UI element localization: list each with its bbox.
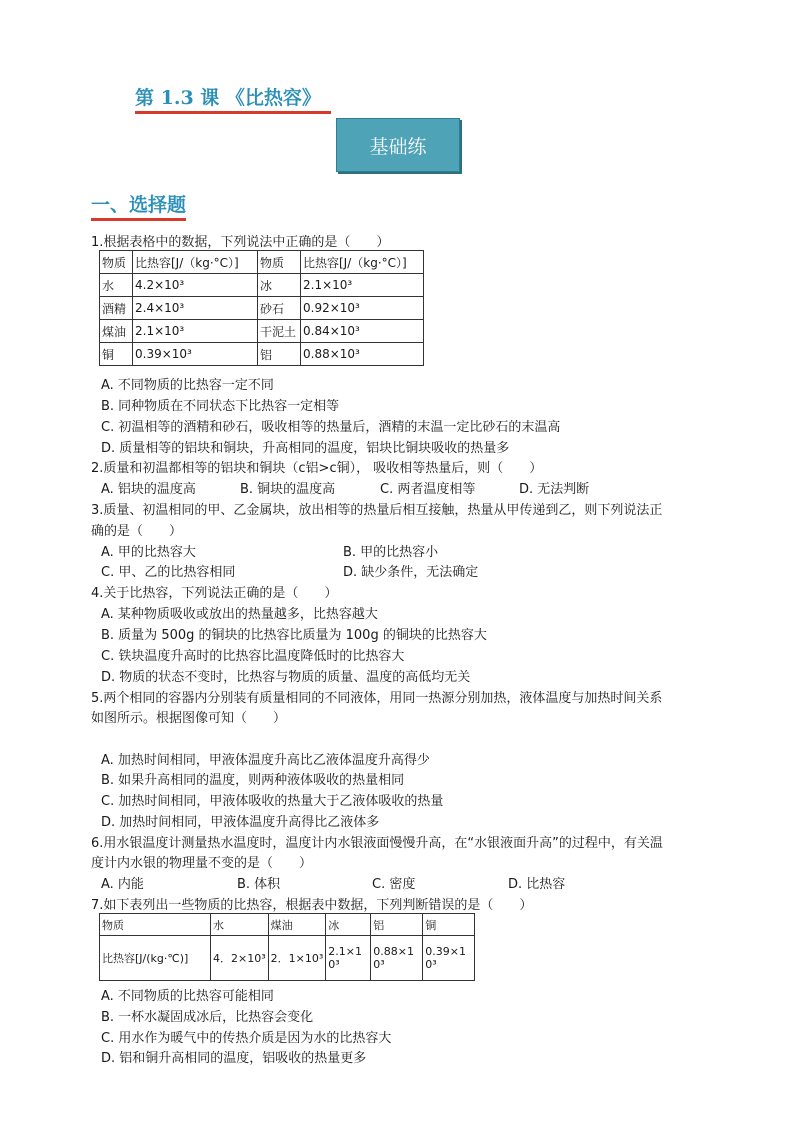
table-cell: 铝 (371, 914, 423, 936)
q1-stem: 1.根据表格中的数据，下列说法中正确的是（ ） (91, 235, 390, 250)
table-cell: 4．2×10³ (211, 936, 269, 981)
table-cell: 比热容[J/（kg·°C）] (133, 251, 258, 274)
table-cell: 0.88×10³ (301, 343, 424, 366)
table-cell: 冰 (258, 274, 301, 297)
table-row (100, 251, 424, 274)
q1-option-d[interactable]: D. 质量相等的铝块和铜块，升高相同的温度，铝块比铜块吸收的热量多 (101, 441, 510, 456)
q7-table (99, 913, 475, 981)
table-cell: 冰 (326, 914, 371, 936)
q7-option-c[interactable]: C. 用水作为暖气中的传热介质是因为水的比热容大 (101, 1031, 392, 1046)
q6-option-a[interactable]: A. 内能 (101, 877, 144, 892)
q2-stem: 2.质量和初温都相等的铝块和铜块（c铝>c铜）， 吸收相等热量后，则（ ） (91, 461, 543, 476)
table-row (100, 320, 424, 343)
table-cell: 2．1×10³ (268, 936, 326, 981)
table-cell: 干泥土 (258, 320, 301, 343)
table-cell: 铜 (423, 914, 475, 936)
table-row (100, 274, 424, 297)
q6-stem-line2: 度计内水银的物理量不变的是（ ） (91, 856, 313, 871)
q5-stem-line1: 5.两个相同的容器内分别装有质量相同的不同液体，用同一热源分别加热，液体温度与加热时间关系 (91, 691, 663, 706)
q1-option-c[interactable]: C. 初温相等的酒精和砂石，吸收相等的热量后，酒精的末温一定比砂石的末温高 (101, 420, 561, 435)
q2-option-b[interactable]: B. 铜块的温度高 (240, 482, 336, 497)
q7-option-d[interactable]: D. 铝和铜升高相同的温度，铝吸收的热量更多 (101, 1051, 367, 1066)
q4-option-a[interactable]: A. 某种物质吸收或放出的热量越多，比热容越大 (101, 607, 378, 622)
q6-option-b[interactable]: B. 体积 (237, 877, 281, 892)
table-cell: 2.1×10³ (133, 320, 258, 343)
table-cell: 比热容[J/（kg·°C）] (301, 251, 424, 274)
page-title: 第 1.3 课 《比热容》 (135, 83, 331, 114)
q3-option-d[interactable]: D. 缺少条件，无法确定 (343, 565, 479, 580)
q3-option-c[interactable]: C. 甲、乙的比热容相同 (101, 565, 236, 580)
table-cell: 水 (211, 914, 269, 936)
q4-stem: 4.关于比热容，下列说法正确的是（ ） (91, 586, 338, 601)
q3-option-b[interactable]: B. 甲的比热容小 (343, 545, 439, 560)
table-cell: 铝 (258, 343, 301, 366)
table-cell: 物质 (100, 914, 211, 936)
q5-option-d[interactable]: D. 加热时间相同，甲液体温度升高得比乙液体多 (101, 815, 380, 830)
q1-table (99, 250, 424, 366)
table-cell: 2.1×10³ (301, 274, 424, 297)
q7-option-a[interactable]: A. 不同物质的比热容可能相同 (101, 989, 274, 1004)
table-cell: 2.4×10³ (133, 297, 258, 320)
q7-option-b[interactable]: B. 一杯水凝固成冰后，比热容会变化 (101, 1010, 314, 1025)
table-cell: 4.2×10³ (133, 274, 258, 297)
q3-stem-line1: 3.质量、初温相同的甲、乙金属块，放出相等的热量后相互接触，热量从甲传递到乙，则下列说法正 (91, 503, 663, 518)
q4-option-b[interactable]: B. 质量为 500g 的铜块的比热容比质量为 100g 的铜块的比热容大 (101, 628, 487, 643)
table-cell: 酒精 (100, 297, 133, 320)
q7-stem: 7.如下表列出一些物质的比热容，根据表中数据，下列判断错误的是（ ） (91, 898, 533, 913)
q3-option-a[interactable]: A. 甲的比热容大 (101, 545, 196, 560)
q6-option-d[interactable]: D. 比热容 (508, 877, 566, 892)
table-cell: 比热容[J/(kg·℃)] (100, 936, 211, 981)
q5-option-b[interactable]: B. 如果升高相同的温度，则两种液体吸收的热量相同 (101, 773, 405, 788)
table-cell: 物质 (258, 251, 301, 274)
q2-option-d[interactable]: D. 无法判断 (519, 482, 590, 497)
table-cell: 煤油 (268, 914, 326, 936)
section-heading: 一、选择题 (91, 190, 186, 221)
table-cell: 2.1×10³ (326, 936, 371, 981)
table-cell: 0.88×10³ (371, 936, 423, 981)
table-cell: 砂石 (258, 297, 301, 320)
table-row (100, 297, 424, 320)
table-cell: 铜 (100, 343, 133, 366)
q5-option-a[interactable]: A. 加热时间相同，甲液体温度升高比乙液体温度升高得少 (101, 753, 430, 768)
q6-stem-line1: 6.用水银温度计测量热水温度时，温度计内水银液面慢慢升高，在“水银液面升高”的过程中，有关温 (91, 836, 663, 851)
q2-option-c[interactable]: C. 两者温度相等 (380, 482, 476, 497)
table-cell: 0.39×10³ (133, 343, 258, 366)
table-cell: 0.84×10³ (301, 320, 424, 343)
table-row (100, 914, 475, 936)
table-row (100, 343, 424, 366)
q5-stem-line2: 如图所示。根据图像可知（ ） (91, 711, 287, 726)
q5-option-c[interactable]: C. 加热时间相同，甲液体吸收的热量大于乙液体吸收的热量 (101, 794, 444, 809)
q4-option-d[interactable]: D. 物质的状态不变时，比热容与物质的质量、温度的高低均无关 (101, 670, 471, 685)
q2-option-a[interactable]: A. 铝块的温度高 (101, 482, 196, 497)
q1-option-b[interactable]: B. 同种物质在不同状态下比热容一定相等 (101, 399, 340, 414)
table-cell: 0.92×10³ (301, 297, 424, 320)
table-cell: 煤油 (100, 320, 133, 343)
q1-option-a[interactable]: A. 不同物质的比热容一定不同 (101, 378, 274, 393)
q4-option-c[interactable]: C. 铁块温度升高时的比热容比温度降低时的比热容大 (101, 649, 405, 664)
level-badge: 基础练 (336, 118, 460, 172)
q3-stem-line2: 确的是（ ） (91, 524, 183, 539)
table-row (100, 936, 475, 981)
table-cell: 0.39×10³ (423, 936, 475, 981)
q6-option-c[interactable]: C. 密度 (372, 877, 416, 892)
table-cell: 物质 (100, 251, 133, 274)
table-cell: 水 (100, 274, 133, 297)
